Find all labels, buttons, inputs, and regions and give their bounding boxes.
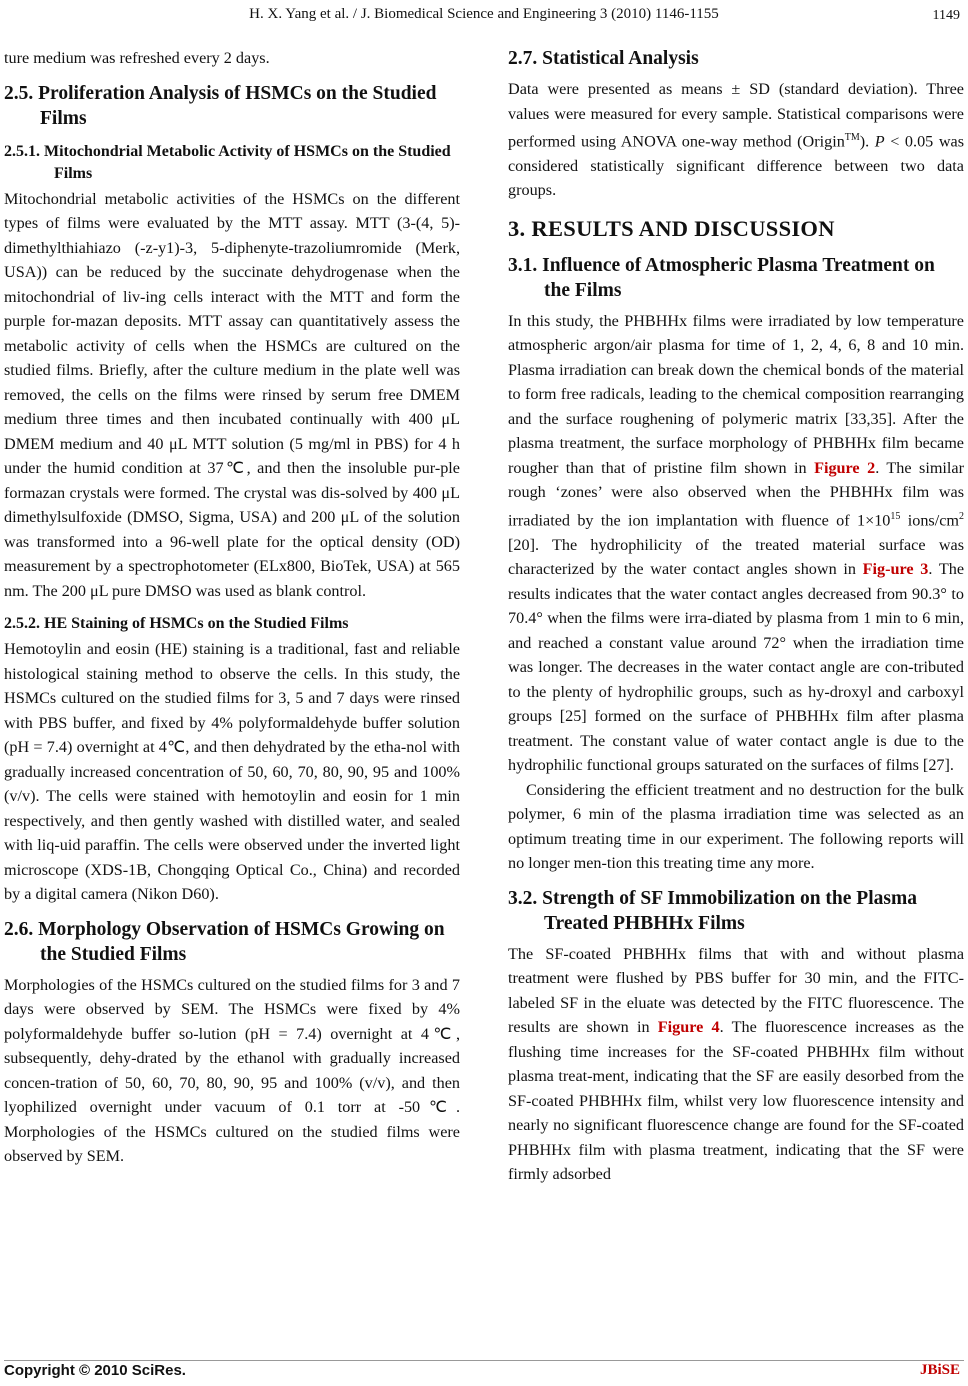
text-run: ions/cm (900, 511, 959, 530)
section-heading-3-1: 3.1. Influence of Atmospheric Plasma Treatment on the Films (508, 254, 935, 301)
superscript: 2 (959, 510, 964, 522)
p-value-symbol: P (874, 132, 885, 151)
superscript: TM (844, 132, 860, 143)
section-heading-2-6: 2.6. Morphology Observation of HSMCs Growing on the Studied Films (4, 918, 445, 965)
journal-abbreviation: JBiSE (919, 1362, 960, 1378)
text-run: ). (859, 132, 875, 151)
section-heading-3: 3. RESULTS AND DISCUSSION (508, 215, 835, 241)
superscript: 15 (890, 510, 901, 522)
paragraph-continuation: ture medium was refreshed every 2 days. (4, 49, 270, 67)
subsection-heading-2-5-1: 2.5.1. Mitochondrial Metabolic Activity of HSMCs on the Studied Films (4, 142, 451, 182)
text-run: Data were presented as means ± SD (standard deviation). Three values were measured for every sample. Statistical comparisons were performed using ANOVA one-way method (Origin (508, 80, 964, 151)
text-run: . The results indicates that the water contact angles decreased from 90.3° to 70.4° when the films were irra-diated by plasma from 1 min to 6 min, and reached a constant value around 72° when the irradiation time was longer. The decreases in the water contact angle are con-tributed to the plenty of hydrophilic groups, such as hy-droxyl and carboxyl groups [25] formed on the surface of PHBHHx film after plasma treatment. The constant value of water contact angle is due to the hydrophilic functional groups saturated on the surfaces of films [27]. (508, 560, 965, 775)
text-run: [20]. The hydrophilicity of the treated material surface was characterized by the water contact angles shown in (508, 535, 964, 579)
figure-3-link[interactable]: Fig-ure 3 (862, 560, 929, 579)
right-column (508, 46, 964, 1187)
paragraph-morphology: Morphologies of the HSMCs cultured on the studied films for 3 and 7 days were observed by SEM. The HSMCs were fixed by 4% polyformaldehyde buffer so-lution (pH = 7.4) overnight at 4℃, subsequently, dehy-drated by the ethanol with gradually increased concen-tration of 50, 60, 70, 80, 90, 95 and 100% (v/v), and then lyophilized overnight under vacuum of 0.1 torr at -50℃. Morphologies of the HSMCs cultured on the studied films were observed by SEM. (4, 975, 460, 1165)
paragraph-he-staining: Hemotoylin and eosin (HE) staining is a traditional, fast and reliable histological staining method to observe the cells. In this study, the HSMCs cultured on the studied films for 3, 5 and 7 days were rinsed with PBS buffer, and fixed by 4% polyformaldehyde buffer solution (pH = 7.4) overnight at 4℃, and then dehydrated by the etha-nol with gradually increased concentration of 50, 60, 70, 80, 90, 95 and 100% (v/v). The cells were stained with hemotoylin and eosin for 1 min respectively, and then gently washed with distilled water, and sealed with liq-uid paraffin. The cells were observed under the inverted light microscope (XDS-1B, Chongqing Optical Co., China) and recorded by a digital camera (Nikon D60). (4, 640, 460, 903)
left-column (4, 46, 460, 1169)
figure-2-link[interactable]: Figure 2 (814, 458, 876, 477)
text-run: In this study, the PHBHHx films were irradiated by low temperature atmospheric argon/air plasma for time of 1, 2, 4, 6, 8 and 10 min. Plasma irradiation can break down the chemical bonds of the material to form free radicals, leading to the chemical composition rearranging and the surface roughening of polymeric matrix [33,35]. After the plasma treatment, the surface morphology of PHBHHx film became rougher than that of pristine film shown in (508, 311, 964, 477)
section-heading-2-5: 2.5. Proliferation Analysis of HSMCs on the Studied Films (4, 82, 437, 129)
subsection-heading-2-5-2: 2.5.2. HE Staining of HSMCs on the Studied Films (4, 615, 349, 632)
figure-4-link[interactable]: Figure 4 (657, 1018, 720, 1037)
page-header (0, 4, 968, 26)
paragraph-mtt-assay: Mitochondrial metabolic activities of the HSMCs on the different types of films were evaluated by the MTT assay. MTT (3-(4, 5)-dimethylthiahiazo (-z-y1)-3, 5-diphenyte-trazoliumromide (Merk, USA)) can be reduced by the succinate dehydrogenase when the mitochondrial of liv-ing cells interact with the MTT and form the purple for-mazan deposits. MTT assay can quantitatively assess the metabolic activity of cells when the HSMCs are cultured on the studied films. Briefly, after the culture medium in the plate well was removed, the cells on the films were rinsed by serum free DMEM medium three times and then incubated continually with 400 μL DMEM medium and 40 μL MTT solution (5 mg/ml in PBS) for 4 h under the humid condition at 37℃, and then the insoluble pur-ple formazan crystals were formed. The crystal was dis-solved by 400 μL dimethylsulfoxide (DMSO, Sigma, USA) and 200 μL of the solution was transformed into a 96-well plate for the optical density (OD) measurement by a spectrophotometer (ELx800, BioTek, USA) at 565 nm. The 200 μL pure DMSO was used as blank control. (4, 189, 460, 600)
paragraph-plasma-treatment (508, 309, 964, 778)
paragraph-optimum-time: Considering the efficient treatment and no destruction for the bulk polymer, 6 min of the plasma irradiation time was selected as an optimum treating time in our experiment. The following reports will no longer men-tion this treating time any more. (508, 780, 964, 873)
section-heading-2-7: 2.7. Statistical Analysis (508, 48, 699, 69)
copyright-notice: Copyright © 2010 SciRes. (4, 1362, 186, 1379)
text-run: . The fluorescence increases as the flushing time increases for the SF-coated PHBHHx film without plasma treat-ment, indicating that the SF are easily desorbed from the SF-coated PHBHHx film, whilst very low fluorescence intensity and nearly no significant fluorescence change are found for the SF-coated PHBHHx film with plasma treatment, indicating that the SF were firmly adsorbed (508, 1018, 964, 1184)
running-head: H. X. Yang et al. / J. Biomedical Science and Engineering 3 (2010) 1146-1155 (249, 6, 719, 22)
page-footer (0, 1360, 968, 1384)
text-run: < 0.05 was considered statistically significant difference between two data groups. (508, 132, 964, 200)
paragraph-sf-immobilization (508, 942, 964, 1187)
paragraph-statistics (508, 77, 964, 203)
text-run: . The similar rough ‘zones’ were also observed when the PHBHHx film was irradiated by the ion implantation with fluence of 1×10 (508, 458, 964, 530)
text-run: The SF-coated PHBHHx films that with and without plasma treatment were flushed by PBS buffer for 30 min, and the FITC-labeled SF in the eluate was detected by the FITC fluorescence. The results are shown in (508, 944, 964, 1037)
section-heading-3-2: 3.2. Strength of SF Immobilization on the Plasma Treated PHBHHx Films (508, 887, 917, 934)
page-number: 1149 (932, 8, 960, 23)
footer-divider (4, 1360, 964, 1361)
